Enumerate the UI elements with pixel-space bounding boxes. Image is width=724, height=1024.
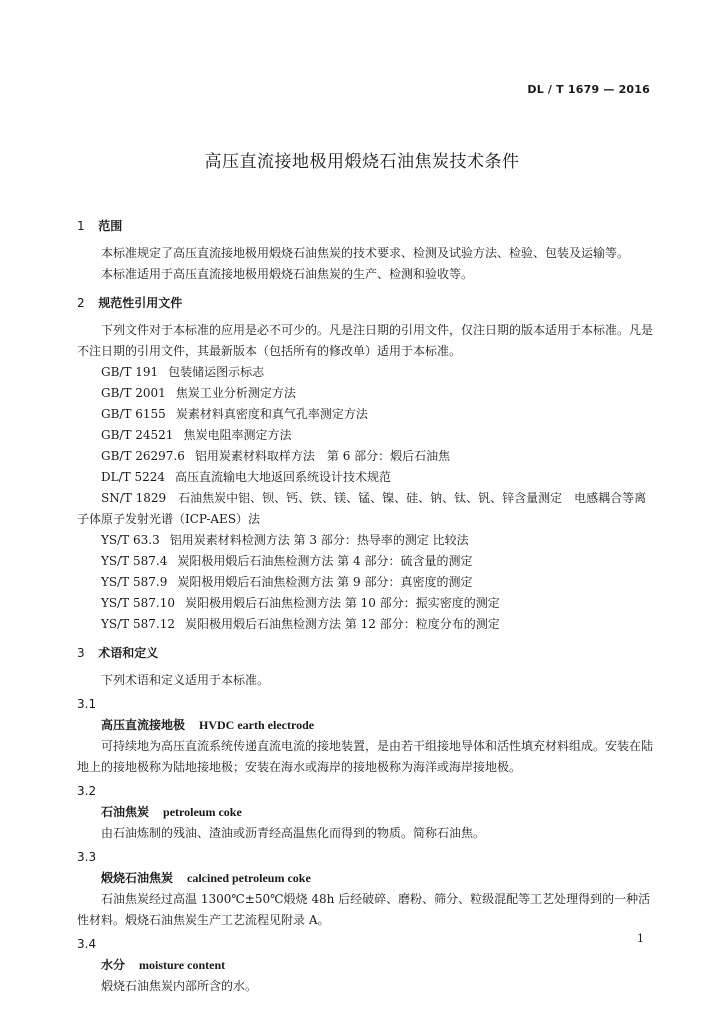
term-heading [77,955,657,976]
section-heading-normative [77,293,657,314]
reference-title: 炭阳极用煅后石油焦检测方法 第 9 部分：真密度的测定 [177,575,473,589]
term-zh: 石油焦炭 [101,805,150,819]
reference-item [77,467,657,488]
scope-paragraph: 本标准适用于高压直流接地极用煅烧石油焦炭的生产、检测和验收等。 [101,267,474,281]
clause-number: 3.1 [77,697,97,711]
normative-intro: 下列文件对于本标准的应用是必不可少的。凡是注日期的引用文件，仅注日期的版本适用于本标准。凡是不注日期的引用文件，其最新版本（包括所有的修改单）适用于本标准。 [77,323,654,358]
section-number: 3 [77,646,85,660]
section-title: 术语和定义 [98,646,159,660]
term-definition: 石油焦炭经过高温 1300℃±50℃煅烧 48h 后经破碎、磨粉、筛分、粒级混配等工艺处理得到的一种活性材料。煅烧石油焦炭生产工艺流程见附录 A。 [77,892,651,927]
reference-code: YS/T 587.4 [101,554,168,568]
reference-code: GB/T 6155 [101,407,166,421]
terms-intro: 下列术语和定义适用于本标准。 [101,673,270,687]
reference-item [77,383,657,404]
term-definition: 煅烧石油焦炭内部所含的水。 [101,979,258,993]
reference-title: 铝用炭素材料取样方法 第 6 部分：煅后石油焦 [194,449,451,463]
scope-paragraph: 本标准规定了高压直流接地极用煅烧石油焦炭的技术要求、检测及试验方法、检验、包装及运输等。 [101,246,630,260]
section-title: 范围 [98,219,123,233]
term-heading [77,868,657,889]
reference-title: 包装储运图示标志 [168,365,265,379]
reference-code: YS/T 587.9 [101,575,168,589]
section-heading-scope [77,216,657,237]
reference-item [77,362,657,383]
section-number: 2 [77,296,85,310]
section-heading-terms [77,643,657,664]
reference-title: 焦炭工业分析测定方法 [175,386,296,400]
reference-title: 高压直流输电大地返回系统设计技术规范 [175,470,392,484]
reference-title: 炭阳极用煅后石油焦检测方法 第 10 部分：振实密度的测定 [185,596,500,610]
reference-code: GB/T 191 [101,365,159,379]
reference-title: 炭素材料真密度和真气孔率测定方法 [175,407,368,421]
reference-title: 炭阳极用煅后石油焦检测方法 第 12 部分：粒度分布的测定 [185,617,500,631]
section-title: 规范性引用文件 [98,296,183,310]
term-heading [77,715,657,736]
term-en: calcined petroleum coke [187,871,311,885]
document-body [77,216,657,997]
term-en: HVDC earth electrode [199,718,315,732]
reference-item [77,530,657,551]
reference-code: YS/T 587.12 [101,617,175,631]
reference-title: 焦炭电阻率测定方法 [183,428,292,442]
reference-code: DL/T 5224 [101,470,165,484]
term-definition: 可持续地为高压直流系统传递直流电流的接地装置，是由若干组接地导体和活性填充材料组成。安装在陆地上的接地极称为陆地接地极；安装在海水或海岸的接地极称为海洋或海岸接地极。 [77,739,654,774]
reference-code: SN/T 1829 [101,491,167,505]
term-en: moisture content [139,958,226,972]
reference-code: YS/T 587.10 [101,596,175,610]
term-en: petroleum coke [163,805,242,819]
reference-item [77,572,657,593]
standard-code: DL / T 1679 — 2016 [527,83,650,96]
term-definition: 由石油炼制的残油、渣油或沥青经高温焦化而得到的物质。简称石油焦。 [101,826,486,840]
term-heading [77,802,657,823]
reference-item [77,446,657,467]
reference-title: 炭阳极用煅后石油焦检测方法 第 4 部分：硫含量的测定 [177,554,473,568]
reference-code: GB/T 26297.6 [101,449,185,463]
term-zh: 高压直流接地极 [101,718,186,732]
page-number: 1 [637,932,644,945]
clause-number: 3.3 [77,850,97,864]
clause-number: 3.2 [77,784,97,798]
term-zh: 水分 [101,958,126,972]
reference-item [77,593,657,614]
reference-title: 石油焦炭中铝、钡、钙、铁、镁、锰、镍、硅、钠、钛、钒、锌含量测定 电感耦合等离子体原子发射光谱（ICP-AES）法 [77,491,647,526]
reference-item [77,425,657,446]
reference-item [77,551,657,572]
reference-code: YS/T 63.3 [101,533,160,547]
section-number: 1 [77,219,85,233]
reference-code: GB/T 24521 [101,428,174,442]
reference-code: GB/T 2001 [101,386,166,400]
term-zh: 煅烧石油焦炭 [101,871,174,885]
reference-item [77,488,657,530]
reference-item [77,404,657,425]
reference-title: 铝用炭素材料检测方法 第 3 部分：热导率的测定 比较法 [169,533,469,547]
reference-item [77,614,657,635]
clause-number: 3.4 [77,937,97,951]
document-title: 高压直流接地极用煅烧石油焦炭技术条件 [204,152,520,172]
